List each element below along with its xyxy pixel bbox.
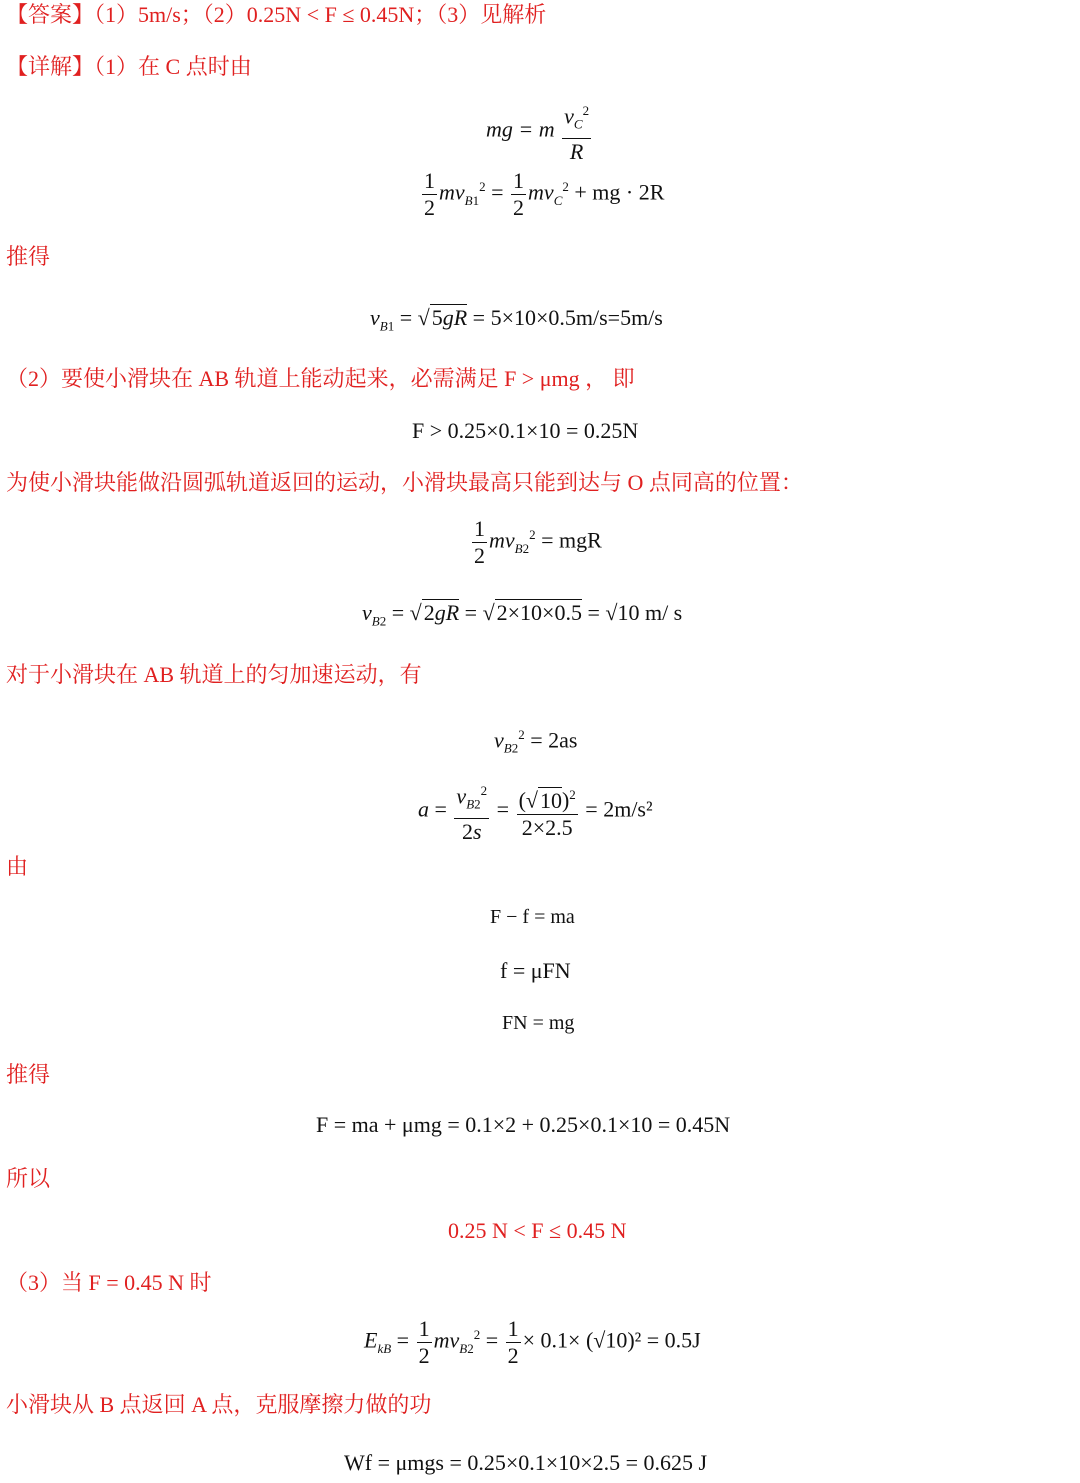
equation-10: f = μFN <box>500 958 571 983</box>
equation-7-tail: = 2as <box>530 727 578 753</box>
label-suoyi: 所以 <box>6 1166 51 1191</box>
label-part-2b: 为使小滑块能做沿圆弧轨道返回的运动，小滑块最高只能到达与 O 点同高的位置： <box>6 470 803 495</box>
detail-label: 【详解】 <box>6 54 95 79</box>
label-tuide-1: 推得 <box>6 244 51 269</box>
equation-15: Wf = μmgs = 0.25×0.1×10×2.5 = 0.625 J <box>344 1450 708 1475</box>
equation-13: 0.25 N < F ≤ 0.45 N <box>448 1218 627 1243</box>
equation-7: $v_{B2}^2 = 2as$ <box>494 727 578 756</box>
label-part-3: （3）当 F = 0.45 N 时 <box>6 1270 212 1295</box>
equation-6: $v_{B2} = √2gR = √2\times 10\times 0.5 = √10$ m/ s <box>362 600 683 629</box>
equation-5-tail: = mgR <box>541 527 602 553</box>
equation-6-tail: = √10 m/ s <box>587 600 683 625</box>
equation-8-tail: = 2m/s² <box>585 796 653 822</box>
answer-line <box>6 0 546 30</box>
equation-1 <box>486 98 593 165</box>
equation-5: $\frac{1}{2}$ $mv_{B2}^2$ = mgR <box>474 516 602 568</box>
equation-3: $v_{B1} = √5gR = 5\times 10\times 0.5m/s=5m/s$ <box>370 305 663 334</box>
equation-8: a = $\frac{v_{B2}^2}{2s}$ = $\frac{(√10)^2}{2\times 2.5}$ = 2m/s² <box>418 778 653 845</box>
equation-2-tail: + mg · 2R <box>574 179 665 205</box>
label-you: 由 <box>6 854 29 879</box>
equation-11: FN = mg <box>502 1012 575 1034</box>
equation-1-fraction: $\frac{v_C^2}{R}$ <box>562 98 591 165</box>
equation-1-lhs: mg = m <box>486 116 555 142</box>
answer-text: （1）5m/s；（2）0.25N < F ≤ 0.45N；（3）见解析 <box>94 2 547 27</box>
equation-4: F > 0.25×0.1×10 = 0.25N <box>412 418 639 443</box>
answer-label: 【答案】 <box>6 2 95 27</box>
equation-12: F = ma + μmg = 0.1×2 + 0.25×0.1×10 = 0.45N <box>316 1112 731 1137</box>
equation-14: $E_{kB}$ = $\frac{1}{2}$ $mv_{B2}^2$ = $\frac{1}{2}$ × 0.1× (√10)² = 0.5J <box>364 1316 701 1368</box>
equation-9: F − f = ma <box>490 906 575 928</box>
detail-line <box>6 52 252 82</box>
label-tuide-2: 推得 <box>6 1062 51 1087</box>
label-part-2: （2）要使小滑块在 AB 轨道上能动起来，必需满足 F > μmg ， 即 <box>6 366 635 391</box>
label-part-3b: 小滑块从 B 点返回 A 点，克服摩擦力做的功 <box>6 1392 432 1417</box>
label-part-2c: 对于小滑块在 AB 轨道上的匀加速运动，有 <box>6 662 422 687</box>
equation-3-tail: = 5×10×0.5m/s=5m/s <box>472 305 663 330</box>
equation-2: $\frac{1}{2}$ $mv_{B1}^2$ = $\frac{1}{2}$ $mv_C^2$ + mg · 2R <box>424 168 665 220</box>
equation-14-tail: × 0.1× (√10)² = 0.5J <box>522 1327 701 1353</box>
detail-text: （1）在 C 点时由 <box>94 54 252 79</box>
